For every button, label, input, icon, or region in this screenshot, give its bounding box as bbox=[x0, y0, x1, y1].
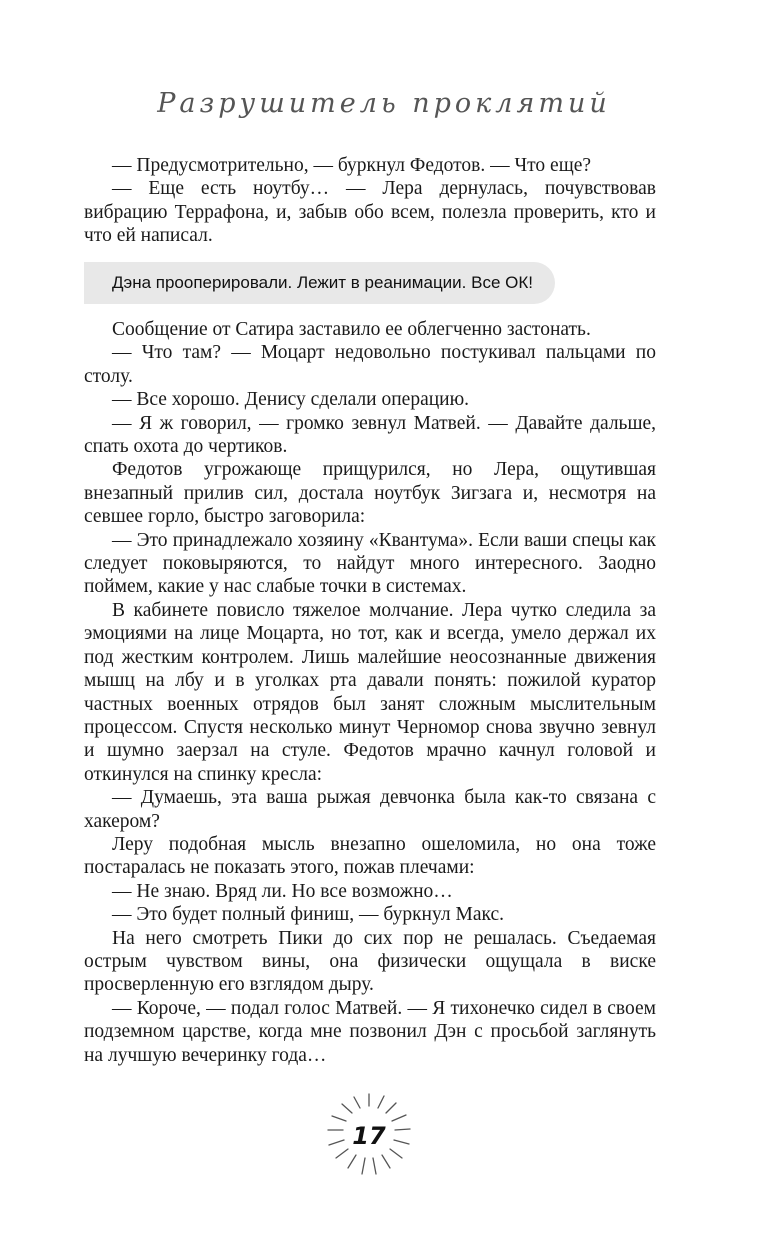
paragraph: — Это будет полный финиш, — буркнул Макс. bbox=[112, 904, 504, 926]
paragraph: В кабинете повисло тяжелое молчание. Лера чутко следила за эмоциями на лице Моцарта, но тот, как и всегда, умело держал их под жестким контролем. Лишь малейшие неосознанные движения мышц на лбу и в уголках рта давали понять: пожилой куратор частных военных отрядов был занят сложным мыслительным процессом. Спустя несколько минут Черномор снова звучно зевнул и шумно заерзал на стуле. Федотов мрачно качнул головой и откинулся на спинку кресла: bbox=[84, 599, 656, 785]
paragraph: — Короче, — подал голос Матвей. — Я тихонечко сидел в своем подземном царстве, когда мне позвонил Дэн с просьбой заглянуть на лучшую вечеринку года… bbox=[84, 997, 656, 1066]
paragraph: — Не знаю. Вряд ли. Но все возможно… bbox=[112, 880, 453, 902]
paragraph: — Все хорошо. Денису сделали операцию. bbox=[112, 389, 470, 411]
message-text: Дэна прооперировали. Лежит в реанимации. Все ОК! bbox=[112, 273, 533, 292]
paragraph: — Предусмотрительно, — буркнул Федотов. — Что еще? bbox=[112, 155, 592, 176]
text-block-main bbox=[84, 318, 656, 1067]
page-number-text: 17 bbox=[352, 1122, 386, 1150]
page-number bbox=[324, 1092, 414, 1182]
paragraph: На него смотреть Пики до сих пор не решалась. Съедаемая острым чувством вины, она физически ощущала в виске просверленную его взглядом дыру. bbox=[84, 927, 656, 996]
paragraph: — Это принадлежало хозяину «Квантума». Если ваши спецы как следует поковыряются, то найдут много интересного. Заодно поймем, какие у нас слабые точки в системах. bbox=[84, 529, 656, 598]
paragraph: Федотов угрожающе прищурился, но Лера, ощутившая внезапный прилив сил, достала ноутбук Зигзага и, несмотря на севшее горло, быстро заговорила: bbox=[84, 459, 656, 528]
paragraph: — Еще есть ноутбу… — Лера дернулась, почувствовав вибрацию Террафона, и, забыв обо всем, полезла проверить, кто и что ей написал. bbox=[84, 178, 656, 247]
paragraph: — Думаешь, эта ваша рыжая девчонка была как-то связана с хакером? bbox=[84, 787, 656, 832]
paragraph: — Я ж говорил, — громко зевнул Матвей. — Давайте дальше, спать охота до чертиков. bbox=[84, 412, 656, 458]
text-block-top bbox=[84, 154, 656, 248]
paragraph: Леру подобная мысль внезапно ошеломила, но она тоже постаралась не показать этого, пожав плечами: bbox=[84, 833, 656, 879]
message-bubble bbox=[84, 262, 555, 304]
paragraph: Сообщение от Сатира заставило ее облегченно застонать. bbox=[112, 319, 591, 340]
running-head: Разрушитель проклятий bbox=[157, 88, 611, 119]
paragraph: — Что там? — Моцарт недовольно постукивал пальцами по столу. bbox=[84, 342, 656, 387]
